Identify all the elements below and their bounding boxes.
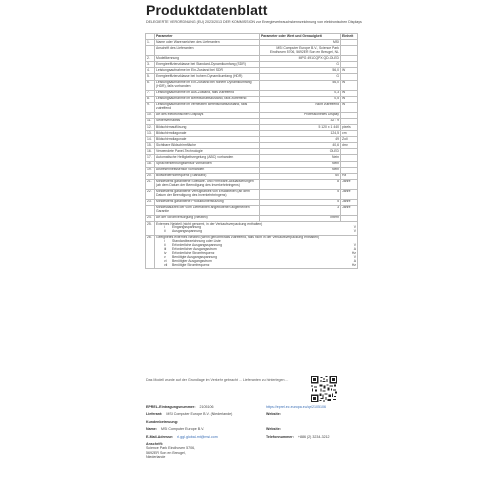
row-unit <box>341 46 358 56</box>
sub-item-parameter: Erforderliche Stromfrequenz <box>172 251 215 256</box>
row-number: 9. <box>146 102 155 112</box>
row-number: 7. <box>146 90 155 96</box>
address-line: 5692ER Son en Breugel, <box>146 450 186 455</box>
row-number: 25. <box>146 221 155 235</box>
row-number: 10. <box>146 112 155 118</box>
sub-item-parameter: Benötigte Ausgangsspannung <box>172 255 218 259</box>
eprel-value: 2105106 <box>199 405 214 409</box>
row-number: 3. <box>146 62 155 68</box>
row-parameter: Leistungsaufnahme im Bereitschaftszustand, falls zutreffend <box>155 96 260 102</box>
header-value: Parameter oder Wert und Genauigkeit <box>260 34 341 40</box>
sub-item-number: iv <box>164 251 167 256</box>
sub-item <box>156 230 356 234</box>
row-number: 23. <box>146 199 155 205</box>
row-number: 14. <box>146 137 155 143</box>
eprel-link[interactable]: https://eprel.ec.europa.eu/qr/2105106 <box>266 405 326 409</box>
email-label: E-Mail-Adresse: <box>146 434 174 439</box>
row-parameter: Mindestens garantierte Software- und Firmware-Aktualisierungen (ab dem Datum der Beendigung des Inverkehrbringens) <box>155 179 260 189</box>
header-param: Parameter <box>155 34 260 40</box>
row-number: 21. <box>146 179 155 189</box>
row-parameter: Verwendete Panel-Technologie <box>155 149 260 155</box>
row-parameter: Leistungsaufnahme im Ein-Zustand bei hohem Dynamikumfang (HDR), falls vorhanden <box>155 80 260 90</box>
row-value: MPG 491CQPX QD-OLED <box>260 56 341 62</box>
row-value: 0,5 <box>260 96 341 102</box>
website2-label: Website: <box>266 427 281 432</box>
row-value: 8 <box>260 179 341 189</box>
row-parameter: Anschrift des Lieferanten <box>155 46 260 56</box>
table-row <box>146 80 358 90</box>
row-number: 13. <box>146 131 155 137</box>
row-number: 26. <box>146 235 155 268</box>
row-parameter: Bildschirmdiagonale <box>155 137 260 143</box>
sub-item-unit: V <box>353 225 356 230</box>
row-number: 1. <box>146 40 155 46</box>
sub-item-parameter: Eingangsspannung <box>172 225 202 230</box>
row-parameter: Mindestens garantierte Produktunterstützung <box>155 199 260 205</box>
row-unit: Jahre <box>341 189 358 199</box>
row-number: 22. <box>146 189 155 199</box>
qr-code <box>311 376 337 402</box>
row-number: 2. <box>146 56 155 62</box>
footnote: Das Modell wurde auf der Grundlage im Verkehr gebracht ... Lieferanten zu hinterlegen ... <box>146 378 289 382</box>
row-parameter: Leistungsaufnahme im Aus-Zustand, falls zutreffend <box>155 90 260 96</box>
row-number: 5. <box>146 74 155 80</box>
sub-item-number: ii <box>164 243 166 248</box>
note-text: Geeignetes externes Netzteil (wenn genormt/falls zutreffend, falls nicht in der Verkaufsverpackung enthalten) <box>156 235 320 240</box>
row-value: 56,0 <box>260 80 341 90</box>
sub-item-number: vi <box>164 258 167 263</box>
row-value: Nein <box>260 161 341 167</box>
row-parameter: Mindestlaufzeit der vom Lieferanten angebotenen allgemeinen Garantie <box>155 205 260 215</box>
sub-item-unit: A <box>353 247 356 252</box>
address-line: Science Park Eindhoven 5706, <box>146 446 196 451</box>
row-unit: W <box>341 90 358 96</box>
row-unit: Hz <box>341 173 358 179</box>
row-value: 56,0 <box>260 68 341 74</box>
sub-item-unit: V <box>353 229 356 234</box>
row-number: 19. <box>146 167 155 173</box>
address-line: Niederlande <box>146 455 166 460</box>
address-label: Anschrift: <box>146 442 163 447</box>
row-parameter: Bildschirmauflösung <box>155 124 260 130</box>
sub-item-number: iii <box>164 247 167 252</box>
row-number <box>146 205 155 215</box>
row-number: 18. <box>146 161 155 167</box>
sub-item-unit: A <box>353 258 356 263</box>
sub-item-number: i <box>164 239 165 244</box>
table-row-row26 <box>146 235 358 268</box>
row-unit: W <box>341 68 358 74</box>
row-number: 24. <box>146 215 155 221</box>
row-parameter: Spracherkennungssensor vorhanden <box>155 161 260 167</box>
row-value: 60 <box>260 173 341 179</box>
supplier-value: MSI Computer Europe B.V. (Niederlande) <box>166 412 233 417</box>
row-parameter: Art der Stromversorgung (Netzteil) <box>155 215 260 221</box>
sub-item-unit: Hz <box>351 262 356 267</box>
row-value: 0,3 <box>260 90 341 96</box>
row-unit: cm <box>341 131 358 137</box>
row-value: Nein <box>260 155 341 161</box>
sub-item-number: vii <box>164 262 168 267</box>
row-unit: W <box>341 96 358 102</box>
data-table <box>145 33 358 269</box>
row-parameter: Energieeffizienzklasse bei hohem Dynamikumfang (HDR) <box>155 74 260 80</box>
row-unit: W <box>341 102 358 112</box>
sub-item-number: v <box>164 255 166 259</box>
sub-item-parameter: Benötigter Ausgangsstrom <box>172 258 212 263</box>
row-number: 15. <box>146 143 155 149</box>
sub-item-number: i <box>164 225 165 230</box>
note-text: Externes Netzteil (nicht genormt, in der Verkaufsverpackung enthalten) <box>156 221 263 226</box>
row-value: 5 <box>260 199 341 205</box>
row-unit: Jahre <box>341 205 358 215</box>
row-value: 3 <box>260 205 341 215</box>
sub-item-parameter: Standardbezeichnung oder Liste <box>172 239 221 244</box>
row-value: 5 <box>260 189 341 199</box>
sub-item-parameter: Erforderliche Ausgangsspannung <box>172 243 222 248</box>
row-number: 11. <box>146 118 155 124</box>
table-row <box>146 205 358 215</box>
row-parameter: Leistungsaufnahme im vernetzten Bereitschaftszustand, falls zutreffend <box>155 102 260 112</box>
footer <box>146 405 346 463</box>
row-parameter: Seitenverhältnis <box>155 118 260 124</box>
row-value: Nein <box>260 167 341 173</box>
row-value: MSI Computer Europe B.V., Science Park Eindhoven 5706, 5692ER Son en Breugel, NL <box>260 46 341 56</box>
row-number: 12. <box>146 124 155 130</box>
row-value: Nicht zutreffend <box>260 102 341 112</box>
row-parameter: Art des elektronischen Displays <box>155 112 260 118</box>
row-unit: Jahre <box>341 179 358 189</box>
service-label: Kundenbetreuung: <box>146 419 179 424</box>
header-unit: Einheit <box>341 34 358 40</box>
row-value: OLED <box>260 149 341 155</box>
regulation-intro: DELEGIERTE VERORDNUNG (EU) 2023/2013 DER KOMMISSION zur Energieverbrauchskennzeichnung von elektronischen Displays <box>146 20 362 24</box>
row-value: 5 120 x 1 440 <box>260 124 341 130</box>
sub-item-parameter: Benötigte Stromfrequenz <box>172 262 210 267</box>
phone-label: Telefonnummer: <box>266 434 294 439</box>
sub-item-number: ii <box>164 229 166 234</box>
sub-item-unit: V <box>353 243 356 248</box>
table-row <box>146 46 358 56</box>
row-unit: Zoll <box>341 137 358 143</box>
supplier-label: Lieferant: <box>146 412 163 417</box>
sub-item-unit: Hz <box>351 251 356 256</box>
row-unit: Jahre <box>341 199 358 205</box>
row-unit: pixels <box>341 124 358 130</box>
row-number <box>146 46 155 56</box>
row-parameter: Anwesenheitssensor vorhanden <box>155 167 260 173</box>
row-value: 40,6 <box>260 143 341 149</box>
row-value: 124,5 <box>260 131 341 137</box>
table-row-row25 <box>146 221 358 235</box>
table-row <box>146 102 358 112</box>
row-unit: dm² <box>341 143 358 149</box>
row-value: 32 : 9 <box>260 118 341 124</box>
row-parameter: Leistungsaufnahme im Ein-Zustand bei SDR <box>155 68 260 74</box>
row-parameter: Sichtbare Bildschirmfläche <box>155 143 260 149</box>
row-number: 17. <box>146 155 155 161</box>
phone-value: +886 (2) 3234-3212 <box>297 434 330 439</box>
row-parameter: Mindestens garantierte Verfügbarkeit von Ersatzteilen (ab dem Datum der Beendigung des Inverkehrbringens) <box>155 189 260 199</box>
website-label: Website: <box>266 412 281 417</box>
row-value: G <box>260 62 341 68</box>
table-row <box>146 179 358 189</box>
row-value: MSI <box>260 40 341 46</box>
sub-item-unit: V <box>353 255 356 259</box>
row-number: 4. <box>146 68 155 74</box>
row-number: 8. <box>146 96 155 102</box>
row-number: 16. <box>146 149 155 155</box>
email-value[interactable]: rl.ggl.global-mt@msi.com <box>177 434 218 439</box>
row-number: 20. <box>146 173 155 179</box>
row-parameter: Name oder Warenzeichen des Lieferanten <box>155 40 260 46</box>
row-number: 6. <box>146 80 155 90</box>
sub-item <box>156 264 356 268</box>
sub-item-parameter: Erforderlicher Ausgangsstrom <box>172 247 217 252</box>
row-value: G <box>260 74 341 80</box>
name-value: MSI Computer Europe B.V. <box>161 427 205 432</box>
page-title: Produktdatenblatt <box>146 2 268 18</box>
row-parameter: Energieeffizienzklasse bei Standard-Dynamikumfang (SDR) <box>155 62 260 68</box>
row-value: Intern <box>260 215 341 221</box>
eprel-label: EPREL-Eintragungsnummer: <box>146 405 196 409</box>
row-parameter: Bildschirmdiagonale <box>155 131 260 137</box>
sub-item-parameter: Ausgangsspannung <box>172 229 202 234</box>
row-unit: W <box>341 80 358 90</box>
row-parameter: Automatische Helligkeitsregelung (ABC) vorhanden <box>155 155 260 161</box>
row-parameter: Bildwiederholfrequenz (Standard) <box>155 173 260 179</box>
row-value: Professionelles Display <box>260 112 341 118</box>
name-label: Name: <box>146 427 157 432</box>
table-row <box>146 189 358 199</box>
row-value: 49 <box>260 137 341 143</box>
row-parameter: Modellkennung <box>155 56 260 62</box>
